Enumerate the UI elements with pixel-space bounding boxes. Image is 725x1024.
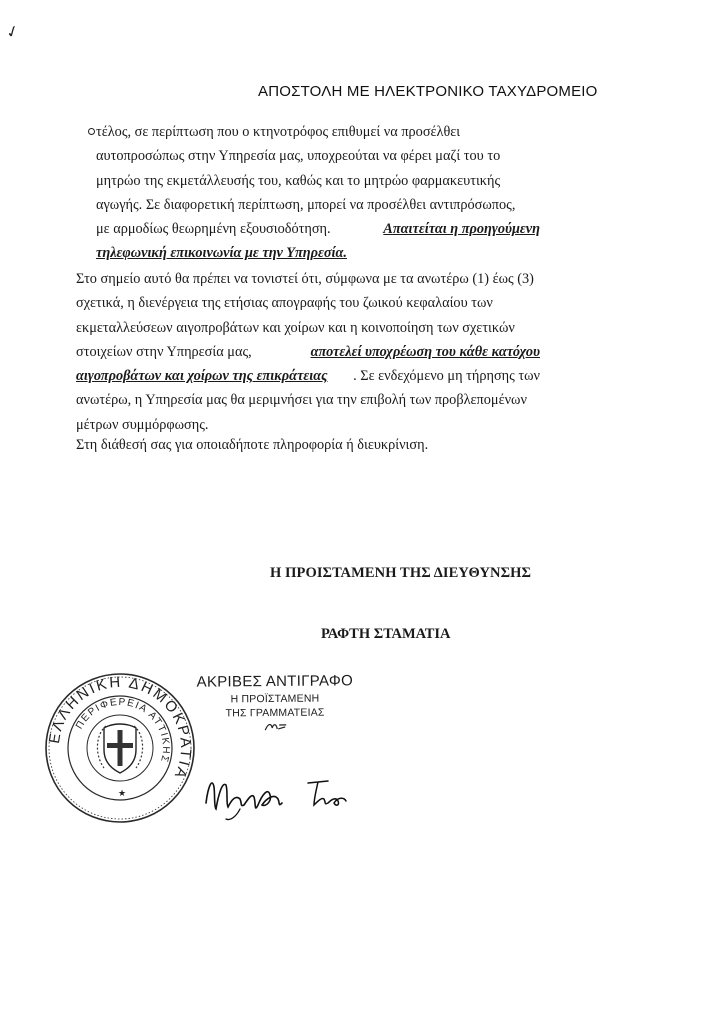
- bullet-line-4: αγωγής. Σε διαφορετική περίπτωση, μπορεί να προσέλθει αντιπρόσωπος,: [96, 196, 516, 213]
- main-paragraph: [76, 267, 540, 437]
- emphasis-text: Απαιτείται η προηγούμενη: [383, 221, 540, 238]
- star-icon: ★: [118, 789, 127, 799]
- delivery-note: ΑΠΟΣΤΟΛΗ ΜΕ ΗΛΕΚΤΡΟΝΙΚΟ ΤΑΧΥΔΡΟΜΕΙΟ: [258, 83, 598, 100]
- copy-stamp-department: ΤΗΣ ΓΡΑΜΜΑΤΕΙΑΣ: [225, 706, 325, 720]
- bullet-item: [96, 120, 540, 266]
- bullet-line-5: με αρμοδίως θεωρημένη εξουσιοδότηση. Απαιτείται η προηγούμενη: [96, 217, 540, 241]
- copy-stamp-role: Η ΠΡΟΪΣΤΑΜΕΝΗ: [230, 692, 320, 706]
- emphasis-text: τηλεφωνική επικοινωνία με την Υπηρεσία.: [96, 245, 347, 262]
- paragraph-line-5: αιγοπροβάτων και χοίρων της επικράτειας . Σε ενδεχόμενο μη τήρησης των: [76, 364, 540, 388]
- corner-scan-mark: ✓: [3, 22, 23, 43]
- handwritten-signature: [196, 765, 376, 825]
- paragraph-line-1: Στο σημείο αυτό θα πρέπει να τονιστεί ότι, σύμφωνα με τα ανωτέρω (1) έως (3): [76, 271, 534, 287]
- emphasis-text: αποτελεί υποχρέωση του κάθε κατόχου: [310, 343, 540, 360]
- paragraph-line-7: μέτρων συμμόρφωσης.: [76, 416, 209, 433]
- signatory-name: ΡΑΦΤΗ ΣΤΑΜΑΤΙΑ: [321, 626, 451, 642]
- seal-inner-text: ΠΕΡΙΦΕΡΕΙΑ ΑΤΤΙΚΗΣ: [74, 696, 172, 765]
- paragraph-line-4: στοιχείων στην Υπηρεσία μας, αποτελεί υποχρέωση του κάθε κατόχου: [76, 340, 540, 364]
- bullet-line-2: αυτοπροσώπως στην Υπηρεσία μας, υποχρεούται να φέρει μαζί του το: [96, 148, 501, 165]
- official-seal: [40, 668, 200, 828]
- true-copy-stamp: [190, 671, 361, 733]
- bullet-line-3: μητρώο της εκμετάλλευσής του, καθώς και το μητρώο φαρμακευτικής: [96, 172, 501, 189]
- seal-outer-text: ΕΛΛΗΝΙΚΗ ΔΗΜΟΚΡΑΤΙΑ: [45, 673, 195, 783]
- emphasis-text: αιγοπροβάτων και χοίρων της επικράτειας: [76, 368, 328, 385]
- signatory-title: Η ΠΡΟΙΣΤΑΜΕΝΗ ΤΗΣ ΔΙΕΥΘΥΝΣΗΣ: [270, 565, 532, 581]
- copy-stamp-initials: [262, 721, 288, 733]
- paragraph-line-2: σχετικά, η διενέργεια της ετήσιας απογραφής του ζωικού κεφαλαίου των: [76, 295, 493, 312]
- bullet-line-1: τέλος, σε περίπτωση που ο κτηνοτρόφος επιθυμεί να προσέλθει: [96, 124, 461, 140]
- closing-sentence: Στη διάθεσή σας για οποιαδήποτε πληροφορία ή διευκρίνιση.: [76, 437, 429, 453]
- paragraph-line-6: ανωτέρω, η Υπηρεσία μας θα μεριμνήσει για την επιβολή των προβλεπομένων: [76, 392, 527, 409]
- true-copy-label: ΑΚΡΙΒΕΣ ΑΝΤΙΓΡΑΦΟ: [196, 672, 354, 691]
- bullet-icon: [88, 128, 95, 135]
- paragraph-line-3: εκμεταλλεύσεων αιγοπροβάτων και χοίρων και η κοινοποίηση των σχετικών: [76, 319, 515, 336]
- coat-of-arms-icon: [97, 724, 142, 773]
- svg-text:ΕΛΛΗΝΙΚΗ ΔΗΜΟΚΡΑΤΙΑ: [46, 674, 194, 783]
- bullet-line-6: [96, 241, 540, 265]
